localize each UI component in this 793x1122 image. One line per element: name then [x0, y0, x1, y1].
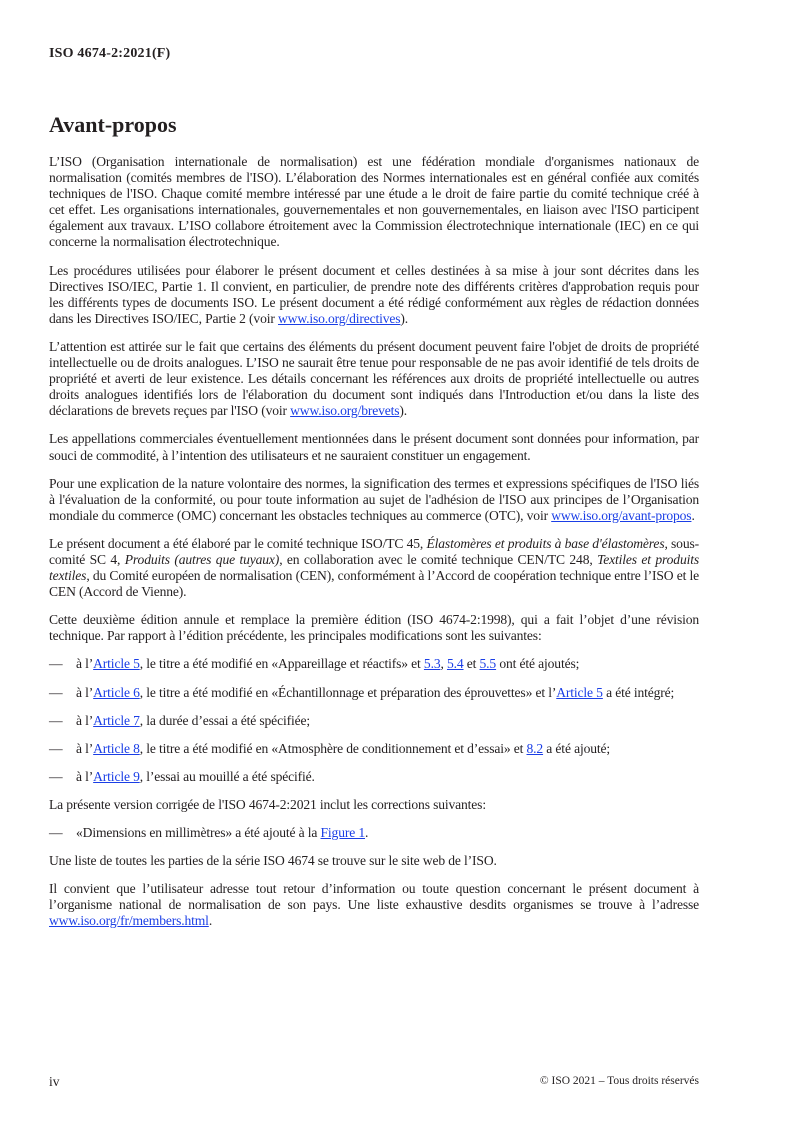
- text: à l’: [76, 684, 94, 700]
- text: L’attention est attirée sur le fait que certains des éléments du présent document peuvent faire l'objet de droits de propriété intellectuelle ou de droits analogues. L’ISO ne saurait être tenue pour responsable de ne pas avoir identifié de tels droits de propriété et averti de leur existence. Les détails concernant les références aux droits de propriété intellectuelle ou autres droits analogues identifiés lors de l'élaboration du document sont indiqués dans l'Introduction et/ou dans la liste des déclarations de brevets reçues par l'ISO (voir: [49, 338, 699, 419]
- page-title: Avant-propos: [49, 112, 177, 137]
- link-article-9[interactable]: Article 9: [93, 768, 140, 784]
- text: ont été ajoutés;: [496, 656, 580, 672]
- text: Les procédures utilisées pour élaborer le présent document et celles destinées à sa mise à jour sont décrites dans les Directives ISO/IEC, Partie 1. Il convient, en particulier, de prendre note des différents critères d'approbation requis pour les différents types de documents ISO. Le présent document a été rédigé conformément aux règles de rédaction données dans les Directives ISO/IEC, Partie 2 (voir: [49, 262, 699, 326]
- list-item: [49, 825, 699, 841]
- text: , la durée d’essai a été spécifiée;: [139, 712, 310, 728]
- text: à l’: [76, 712, 94, 728]
- list-item: [49, 685, 699, 701]
- list-item: [49, 656, 699, 672]
- text: a été ajouté;: [543, 740, 611, 756]
- text: , le titre a été modifié en «Appareillage et réactifs» et: [139, 656, 424, 672]
- paragraph-iso-intro: L’ISO (Organisation internationale de normalisation) est une fédération mondiale d'organismes nationaux de normalisation (comités membres de l'ISO). L’élaboration des Normes internationales est en général confiée aux comités techniques de l'ISO. Chaque comité membre intéressé par une étude a le droit de faire partie du comité technique créé à cet effet. Les organisations internationales, gouvernementales et non gouvernementales, en liaison avec l'ISO participent également aux travaux. L’ISO collabore étroitement avec la Commission électrotechnique internationale (IEC) en ce qui concerne la normalisation électrotechnique.: [49, 154, 699, 250]
- list-item: [49, 769, 699, 785]
- paragraph-feedback: [49, 881, 699, 929]
- link-5-5[interactable]: 5.5: [479, 656, 497, 672]
- text: Pour une explication de la nature volontaire des normes, la signification des termes et expressions spécifiques de l'ISO liés à l'évaluation de la conformité, ou pour toute information au sujet de l'adhésion de l'ISO aux principes de l’Organisation mondiale du commerce (OMC) concernant les obstacles techniques au commerce (OTC), voir: [49, 475, 699, 523]
- dash: —: [49, 768, 63, 784]
- link-article-5[interactable]: Article 5: [93, 656, 140, 672]
- text: , du Comité européen de normalisation (CEN), conformément à l’Accord de coopération technique entre l’ISO et le CEN (Accord de Vienne).: [49, 568, 699, 600]
- text: , sous-comité SC 4,: [49, 535, 699, 567]
- text: à l’: [76, 740, 94, 756]
- paragraph-trade-names: Les appellations commerciales éventuellement mentionnées dans le présent document sont données pour information, par souci de commodité, à l’intention des utilisateurs et ne sauraient constituer un engagement.: [49, 431, 699, 463]
- copyright: © ISO 2021 – Tous droits réservés: [539, 1075, 699, 1087]
- cen-committee-title: Textiles et produits textiles: [49, 551, 699, 584]
- paragraph-corrections: La présente version corrigée de l'ISO 4674-2:2021 inclut les corrections suivantes:: [49, 796, 486, 812]
- document-id: ISO 4674-2:2021(F): [49, 46, 171, 61]
- dash: —: [49, 740, 63, 756]
- document-body: [49, 154, 699, 941]
- text: à l’: [76, 768, 94, 784]
- link-members[interactable]: www.iso.org/fr/members.html: [49, 913, 209, 929]
- paragraph-edition: Cette deuxième édition annule et remplace la première édition (ISO 4674-2:1998), qui a fait l’objet d’une révision technique. Par rapport à l’édition précédente, les principales modifications sont les suivantes:: [49, 612, 699, 644]
- text: ,: [440, 656, 447, 672]
- link-brevets[interactable]: www.iso.org/brevets: [290, 403, 400, 419]
- link-figure-1[interactable]: Figure 1: [320, 825, 366, 840]
- text: , le titre a été modifié en «Échantillonnage et préparation des éprouvettes» et l’: [139, 684, 557, 700]
- link-article-7[interactable]: Article 7: [93, 712, 140, 728]
- text: , le titre a été modifié en «Atmosphère de conditionnement et d’essai» et: [139, 740, 527, 756]
- text: ).: [399, 403, 408, 419]
- text: , en collaboration avec le comité technique CEN/TC 248,: [279, 551, 598, 567]
- link-article-8[interactable]: Article 8: [93, 740, 140, 756]
- dash: —: [49, 825, 63, 840]
- text: , l’essai au mouillé a été spécifié.: [139, 768, 315, 784]
- link-8-2[interactable]: 8.2: [526, 740, 544, 756]
- text: .: [208, 913, 213, 929]
- text: «Dimensions en millimètres» a été ajouté à la: [76, 825, 321, 840]
- subcommittee-title: Produits (autres que tuyaux): [124, 551, 280, 567]
- committee-title: Élastomères et produits à base d'élastomères: [426, 535, 665, 551]
- text: à l’: [76, 656, 94, 672]
- paragraph-series: Une liste de toutes les parties de la série ISO 4674 se trouve sur le site web de l’ISO.: [49, 853, 497, 869]
- dash: —: [49, 656, 63, 672]
- paragraph-patents: [49, 339, 699, 419]
- dash: —: [49, 684, 63, 700]
- paragraph-voluntary: [49, 476, 699, 524]
- link-avant-propos[interactable]: www.iso.org/avant-propos: [551, 507, 692, 523]
- paragraph-procedures: [49, 263, 699, 327]
- dash: —: [49, 712, 63, 728]
- text: Il convient que l’utilisateur adresse tout retour d’information ou toute question concernant le présent document à l’organisme national de normalisation de son pays. Une liste exhaustive desdits organismes se trouve à l’adresse: [49, 881, 699, 913]
- list-item: [49, 713, 699, 729]
- text: ).: [400, 310, 409, 326]
- link-5-4[interactable]: 5.4: [446, 656, 464, 672]
- list-item: [49, 741, 699, 757]
- text: Le présent document a été élaboré par le comité technique ISO/TC 45,: [49, 535, 427, 551]
- link-article-5[interactable]: Article 5: [556, 684, 603, 700]
- text: .: [365, 825, 369, 840]
- text: .: [691, 507, 695, 523]
- page-number: iv: [49, 1074, 60, 1089]
- link-directives[interactable]: www.iso.org/directives: [277, 310, 401, 326]
- paragraph-committee: [49, 536, 699, 600]
- link-5-3[interactable]: 5.3: [423, 656, 441, 672]
- text: et: [463, 656, 480, 672]
- link-article-6[interactable]: Article 6: [93, 684, 140, 700]
- text: a été intégré;: [602, 684, 675, 700]
